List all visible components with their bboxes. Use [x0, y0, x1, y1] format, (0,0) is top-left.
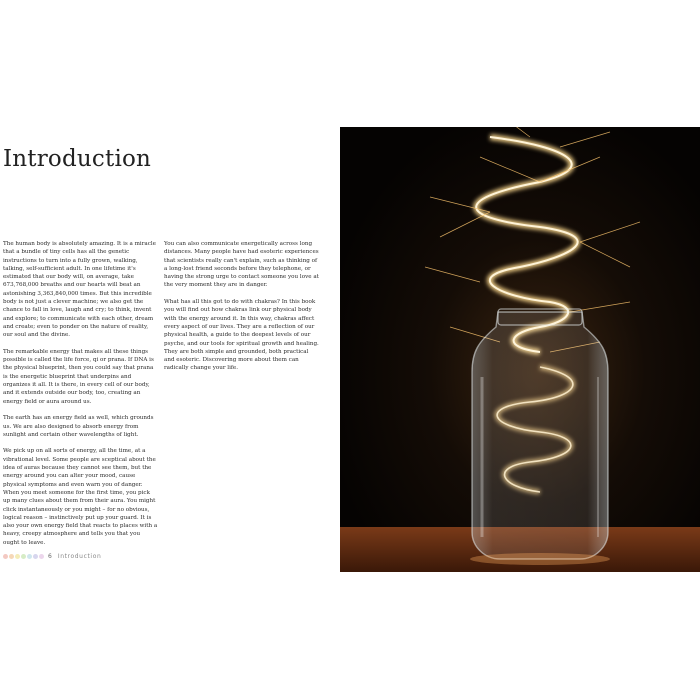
chakra-color-dots: [3, 554, 44, 559]
color-dot: [3, 554, 8, 559]
paragraph: The remarkable energy that makes all these things possible is called the life force, qi or prana. If DNA is the physical blueprint, then you could say that prana is the energetic blueprint that underpins and organizes it all. It is there, in every cell of our body, and it extends outside our body, too, creating an energy field or aura around us.: [3, 348, 154, 405]
page-footer: [3, 551, 101, 561]
color-dot: [21, 554, 26, 559]
text-column-right: [164, 240, 319, 381]
color-dot: [27, 554, 32, 559]
paragraph: We pick up on all sorts of energy, all the time, at a vibrational level. Some people are sceptical about the idea of auras because they cannot see them, but the energy around you can alter your mood, cause physical symptoms and even warn you of danger. When you meet someone for the first time, you pick up many clues about them from their aura. You might click instantaneously or you might – for no obvious, logical reason – instinctively put up your guard. It is also your own energy field that reacts to places with a heavy, creepy atmosphere and tells you that you ought to leave.: [3, 448, 158, 546]
section-name: Introduction: [57, 552, 102, 560]
page-title: Introduction: [3, 146, 152, 172]
page-number: 6: [48, 552, 52, 560]
sparkler-jar-photo: [340, 127, 700, 572]
paragraph: What has all this got to do with chakras? In this book you will find out how chakras link our physical body with the energy around it. In this way, chakras affect every aspect of our lives. They are a reflection of our physical health, a guide to the deepest levels of our psyche, and our tools for spiritual growth and healing. They are both simple and grounded, both practical and esoteric. Discovering more about them can radically change your life.: [164, 299, 319, 372]
color-dot: [15, 554, 20, 559]
paragraph: The earth has an energy field as well, which grounds us. We are also designed to absorb energy from sunlight and certain other wavelengths of light.: [3, 415, 154, 438]
paragraph: You can also communicate energetically across long distances. Many people have had esoteric experiences that scientists really can't explain, such as thinking of a long-lost friend seconds before they telephone, or having the strong urge to contact someone you love at the very moment they are in danger.: [164, 241, 319, 289]
text-column-left: [3, 240, 158, 555]
color-dot: [33, 554, 38, 559]
glass-jar: [472, 309, 608, 559]
color-dot: [39, 554, 44, 559]
color-dot: [9, 554, 14, 559]
paragraph: The human body is absolutely amazing. It is a miracle that a bundle of tiny cells has all the genetic instructions to turn into a fully grown, walking, talking, self-sufficient adult. In one lifetime it's estimated that our body will, on average, take 673,768,000 breaths and our hearts will beat an astonishing 3,363,840,000 times. But this incredible body is not just a clever machine; we also get the chance to fall in love, laugh and cry; to think, invent and explore; to communicate with each other, dream and create; even to ponder on the nature of reality, our soul and the divine.: [3, 241, 156, 339]
table-reflection: [470, 553, 610, 565]
